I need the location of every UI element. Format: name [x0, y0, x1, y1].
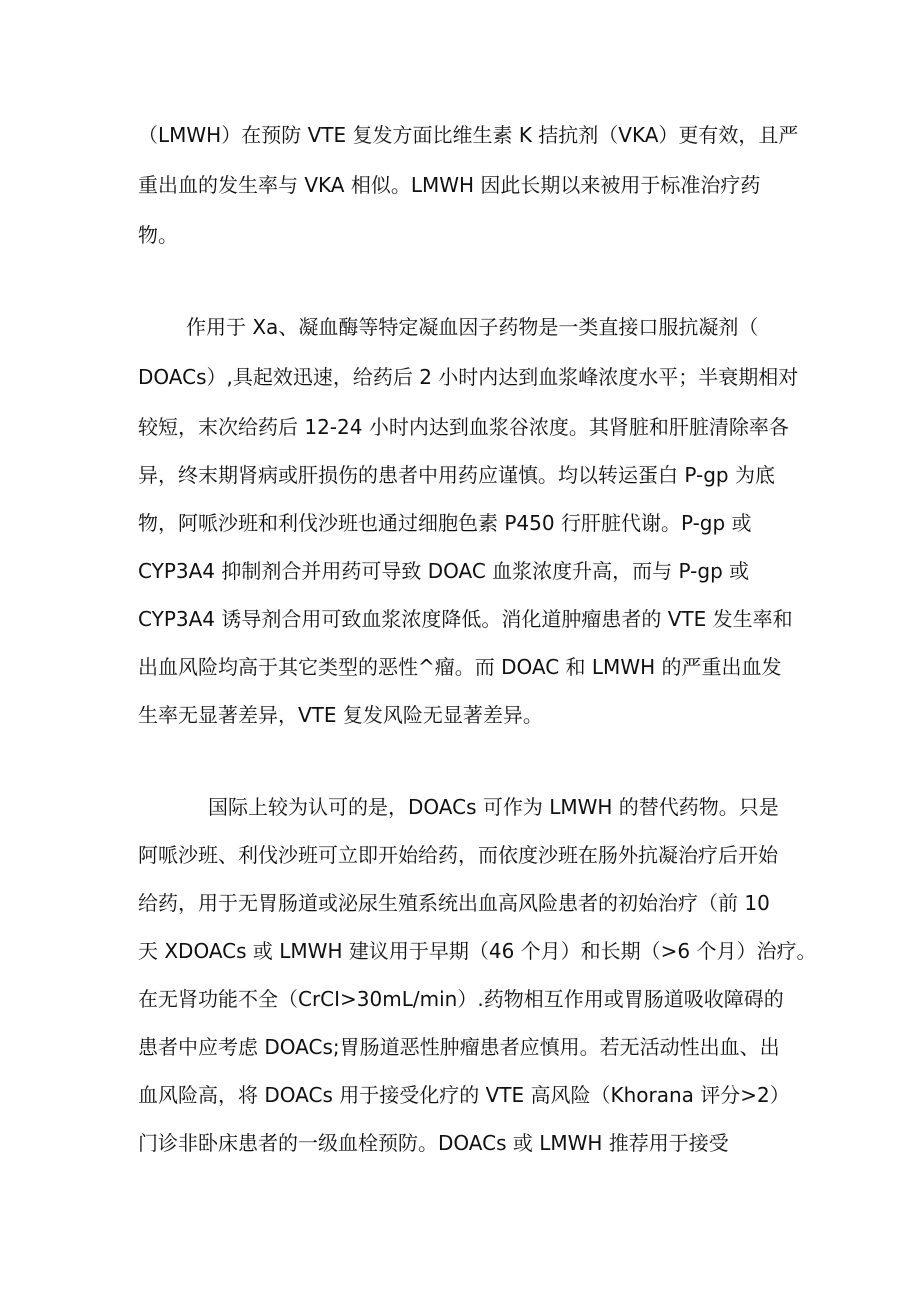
paragraph-2-line-5: 物，阿哌沙班和利伐沙班也通过细胞色素 P450 行肝脏代谢。P-gp 或: [138, 511, 752, 535]
paragraph-1-line-1: （LMWH）在预防 VTE 复发方面比维生素 K 拮抗剂（VKA）更有效，且严: [138, 123, 799, 147]
paragraph-2-line-6: CYP3A4 抑制剂合并用药可导致 DOAC 血浆浓度升高，而与 P-gp 或: [138, 559, 750, 583]
paragraph-2-line-4: 异，终末期肾病或肝损伤的患者中用药应谨慎。均以转运蛋白 P-gp 为底: [138, 463, 775, 487]
paragraph-3-line-4: 天 XDOACs 或 LMWH 建议用于早期（46 个月）和长期（>6 个月）治疗。: [138, 939, 817, 963]
paragraph-2-line-3: 较短，末次给药后 12-24 小时内达到血浆谷浓度。其肾脏和肝脏清除率各: [138, 415, 789, 439]
paragraph-3-line-2: 阿哌沙班、利伐沙班可立即开始给药，而依度沙班在肠外抗凝治疗后开始: [138, 843, 778, 867]
paragraph-3-line-1: 国际上较为认可的是，DOACs 可作为 LMWH 的替代药物。只是: [208, 795, 779, 819]
paragraph-2-line-7: CYP3A4 诱导剂合用可致血浆浓度降低。消化道肿瘤患者的 VTE 发生率和: [138, 607, 793, 631]
paragraph-2-line-2: DOACs）,具起效迅速，给药后 2 小时内达到血浆峰浓度水平；半衰期相对: [138, 365, 799, 389]
paragraph-2-line-8: 出血风险均高于其它类型的恶性^瘤。而 DOAC 和 LMWH 的严重出血发: [138, 655, 782, 679]
paragraph-2-line-9: 生率无显著差异，VTE 复发风险无显著差异。: [138, 703, 543, 727]
paragraph-3-line-5: 在无肾功能不全（CrCI>30mL/min）.药物相互作用或胃肠道吸收障碍的: [138, 987, 784, 1011]
paragraph-2-line-1: 作用于 Xa、凝血酶等特定凝血因子药物是一类直接口服抗凝剂（: [186, 315, 759, 339]
paragraph-3-line-8: 门诊非卧床患者的一级血栓预防。DOACs 或 LMWH 推荐用于接受: [138, 1131, 729, 1155]
paragraph-1-line-2: 重出血的发生率与 VKA 相似。LMWH 因此长期以来被用于标准治疗药: [138, 173, 761, 197]
paragraph-3-line-6: 患者中应考虑 DOACs;胃肠道恶性肿瘤患者应慎用。若无活动性出血、出: [138, 1035, 780, 1059]
paragraph-3-line-7: 血风险高，将 DOACs 用于接受化疗的 VTE 高风险（Khorana 评分>2）: [138, 1083, 790, 1107]
paragraph-3-line-3: 给药，用于无胃肠道或泌尿生殖系统出血高风险患者的初始治疗（前 10: [138, 891, 770, 915]
paragraph-1-line-3: 物。: [138, 223, 178, 247]
